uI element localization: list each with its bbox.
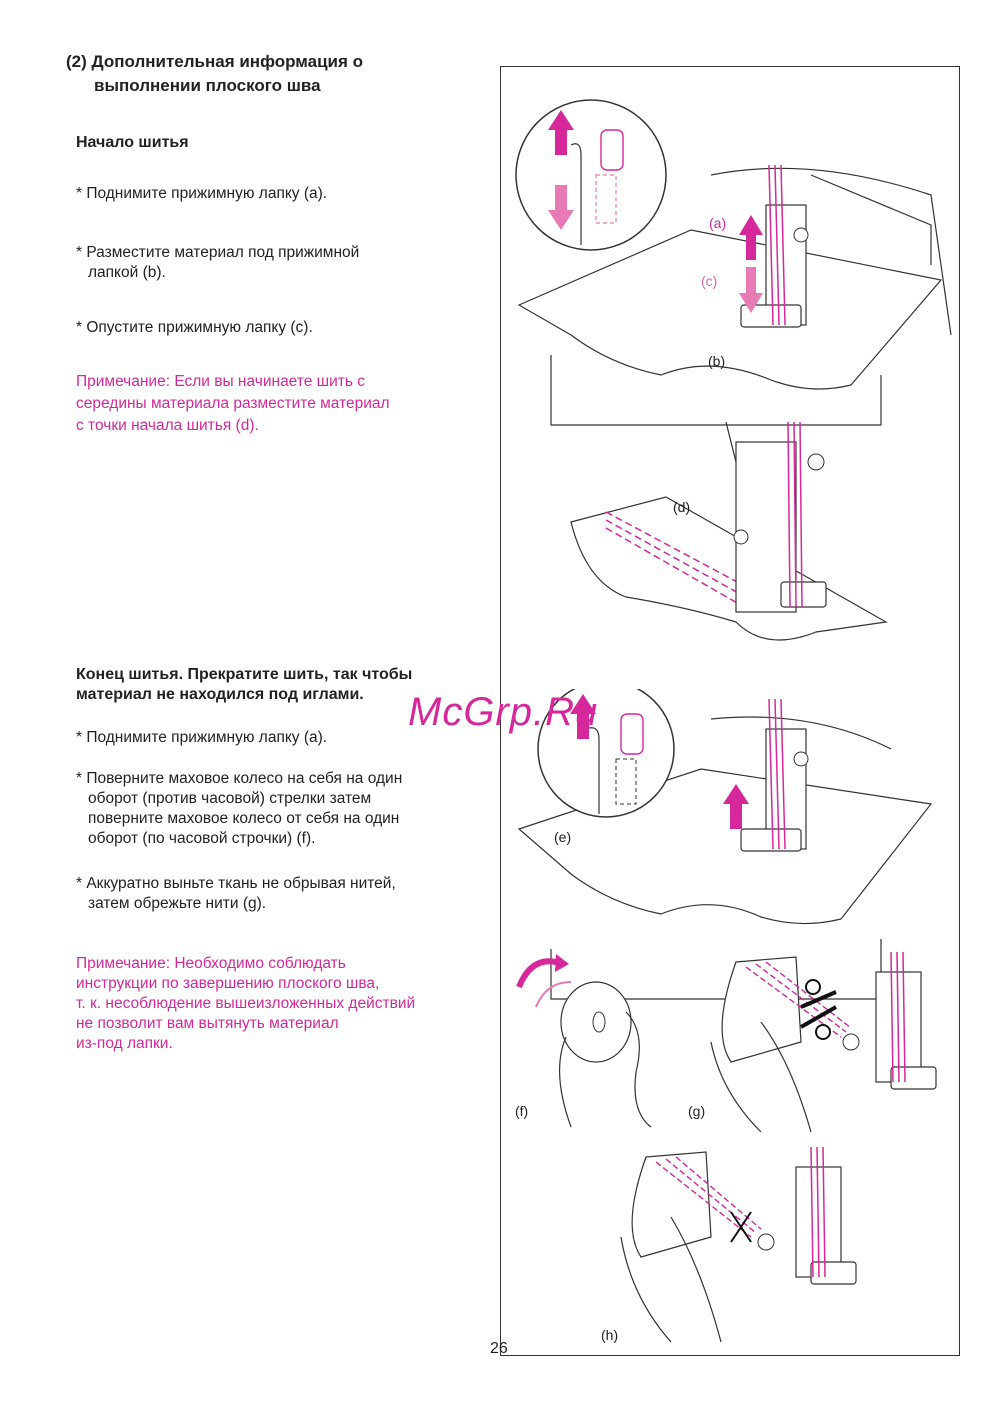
label-d: (d) <box>673 499 691 515</box>
label-c: (c) <box>701 273 718 289</box>
watermark: McGrp.Ru <box>408 690 599 734</box>
start-item-2: * Разместите материал под прижимной лапкой (b). <box>76 244 360 281</box>
end-item-3: * Аккуратно выньте ткань не обрывая нитей, затем обрежьте нити (g). <box>76 875 396 912</box>
figure-f-illustration <box>511 952 671 1132</box>
title-number: (2) <box>66 52 87 71</box>
end-item-1: * Поднимите прижимную лапку (a). <box>76 729 328 746</box>
label-f: (f) <box>515 1103 529 1119</box>
section-title <box>66 50 363 98</box>
figure-h-illustration <box>611 1147 951 1347</box>
label-g: (g) <box>688 1103 706 1119</box>
label-h: (h) <box>601 1327 619 1343</box>
label-a: (a) <box>709 215 727 231</box>
end-item-2: * Поверните маховое колесо на себя на один оборот (против часовой) стрелки затем поверните маховое колесо от себя на один оборот (по часовой строчки) (f). <box>76 770 403 847</box>
end-heading: Конец шитья. Прекратите шить, так чтобы материал не находился под иглами. <box>76 666 413 703</box>
figure-g-illustration <box>701 952 951 1142</box>
title-line2: выполнении плоского шва <box>94 76 321 95</box>
start-item-3: * Опустите прижимную лапку (c). <box>76 319 313 336</box>
figure-b-illustration <box>511 95 956 440</box>
page-number: 26 <box>490 1340 508 1357</box>
end-note: Примечание: Необходимо соблюдать инструкции по завершению плоского шва, т. к. несоблюдение вышеизложенных действий не позволит вам вытянуть материал из-под лапки. <box>76 955 416 1052</box>
figure-d-illustration <box>566 422 896 652</box>
title-line1: Дополнительная информация о <box>91 52 364 71</box>
label-b: (b) <box>708 353 726 369</box>
start-note: Примечание: Если вы начинаете шить с середины материала разместите материал с точки начала шитья (d). <box>76 373 390 434</box>
start-item-1: * Поднимите прижимную лапку (a). <box>76 185 328 202</box>
label-e: (e) <box>554 829 572 845</box>
start-heading: Начало шитья <box>76 134 189 151</box>
